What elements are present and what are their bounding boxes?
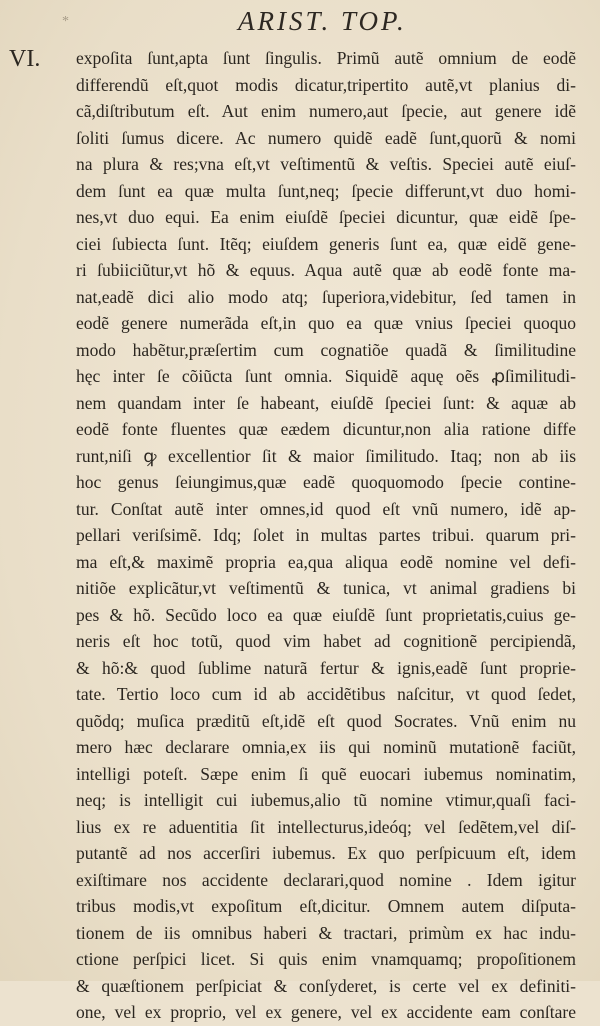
text-line: differendũ eſt,quot modis dicatur,tripertito autẽ,vt planius di- <box>76 74 576 95</box>
text-line: & hõ:& quod ſublime naturã fertur & ignis,eadẽ ſunt proprie- <box>76 657 576 678</box>
section-number: VI. <box>9 46 41 72</box>
text-line: nat,eadẽ dici alio modo atq; ſuperiora,videbitur, ſed tamen in <box>76 286 576 307</box>
text-line: tionem de iis omnibus haberi & tractari, primùm ex hac indu- <box>76 922 576 943</box>
text-line: modo habẽtur,præſertim cum cognatiõe quadã & ſimilitudine <box>76 339 576 360</box>
text-line: eodẽ fonte fluentes quæ eædem dicuntur,non alia ratione diffe <box>76 419 576 439</box>
text-line: ciei ſubiecta ſunt. Itẽq; eiuſdem generis ſunt ea, quæ eidẽ gene- <box>76 233 576 254</box>
text-line: & quæſtionem perſpiciat & conſyderet, is certe vel ex definiti- <box>76 975 576 996</box>
text-line: nem quandam inter ſe habeant, eiuſdẽ ſpeciei ſunt: & aquæ ab <box>76 392 576 413</box>
text-line: pes & hõ. Secũdo loco ea quæ eiuſdẽ ſunt proprietatis,cuius ge- <box>76 604 576 625</box>
text-line: mero hæc declarare omnia,ex iis qui nominũ mutationẽ faciũt, <box>76 737 576 757</box>
ink-mark: * <box>62 14 69 29</box>
running-head: ARIST. TOP. <box>238 6 407 36</box>
text-line: lius ex re aduentitia ſit intellecturus,ideóq; vel ſedẽtem,vel diſ- <box>76 816 576 837</box>
text-line: ſoliti ſumus dicere. Ac numero quidẽ eadẽ ſunt,quorũ & nomi <box>76 127 576 148</box>
text-line: one, vel ex proprio, vel ex genere, vel ex accidente eam conſtare <box>76 1002 576 1022</box>
body-text <box>76 45 576 1026</box>
text-line: neq; is intelligit cui iubemus,alio tũ nomine vtimur,quaſi faci- <box>76 790 576 810</box>
text-line: tur. Conſtat autẽ inter omnes,id quod eſt vnũ numero, idẽ ap- <box>76 498 576 519</box>
text-line: ri ſubiiciũtur,vt hõ & equus. Aqua autẽ quæ ab eodẽ fonte ma- <box>76 260 576 280</box>
text-line: pellari veriſsimẽ. Idq; ſolet in multas partes tribui. quarum pri- <box>76 525 576 545</box>
text-line: nes,vt duo equi. Ea enim eiuſdẽ ſpeciei dicuntur, quæ eidẽ ſpe- <box>76 207 576 227</box>
text-line: quõdq; muſica præditũ eſt,idẽ eſt quod Socrates. Vnũ enim nu <box>76 710 576 731</box>
text-line: hęc inter ſe cõiũcta ſunt omnia. Siquidẽ aquę oẽs ꝓſimilitudi- <box>76 366 576 386</box>
text-line: intelligi poteſt. Sæpe enim ſi quẽ euocari iubemus nominatim, <box>76 763 576 784</box>
text-line: nitiõe explicãtur,vt veſtimentũ & tunica, vt animal gradiens bi <box>76 578 576 598</box>
text-line: hoc genus ſeiungimus,quæ eadẽ quoquomodo ſpecie contine- <box>76 472 576 492</box>
text-line: neris eſt hoc totũ, quod vim habet ad cognitionẽ percipiendã, <box>76 631 576 651</box>
text-line: tate. Tertio loco cum id ab accidẽtibus naſcitur, vt quod ſedet, <box>76 684 576 704</box>
text-line: na plura & res;vna eſt,vt veſtimentũ & veſtis. Speciei autẽ eiuſ- <box>76 154 576 174</box>
text-line: exiſtimare nos accidente declarari,quod nomine . Idem igitur <box>76 869 576 890</box>
text-line: ctione perſpici licet. Si quis enim vnamquamq; propoſitionem <box>76 949 576 969</box>
text-line: tribus modis,vt expoſitum eſt,dicitur. Omnem autem diſputa- <box>76 896 576 916</box>
text-line: putantẽ ad nos accerſiri iubemus. Ex quo perſpicuum eſt, idem <box>76 843 576 863</box>
text-line: eodẽ genere numerãda eſt,in quo ea quæ vnius ſpeciei quoquo <box>76 313 576 333</box>
text-line: expoſita ſunt,apta ſunt ſingulis. Primũ autẽ omnium de eodẽ <box>76 48 576 68</box>
text-line: runt,niſi ꝙ excellentior ſit & maior ſimilitudo. Itaq; non ab iis <box>76 445 576 466</box>
text-line: cã,diſtributum eſt. Aut enim numero,aut ſpecie, aut genere idẽ <box>76 101 576 121</box>
text-line: ma eſt,& maximẽ propria ea,qua aliqua eodẽ nomine vel defi- <box>76 551 576 572</box>
text-line: dem ſunt ea quæ multa ſunt,neq; ſpecie differunt,vt duo homi- <box>76 180 576 201</box>
